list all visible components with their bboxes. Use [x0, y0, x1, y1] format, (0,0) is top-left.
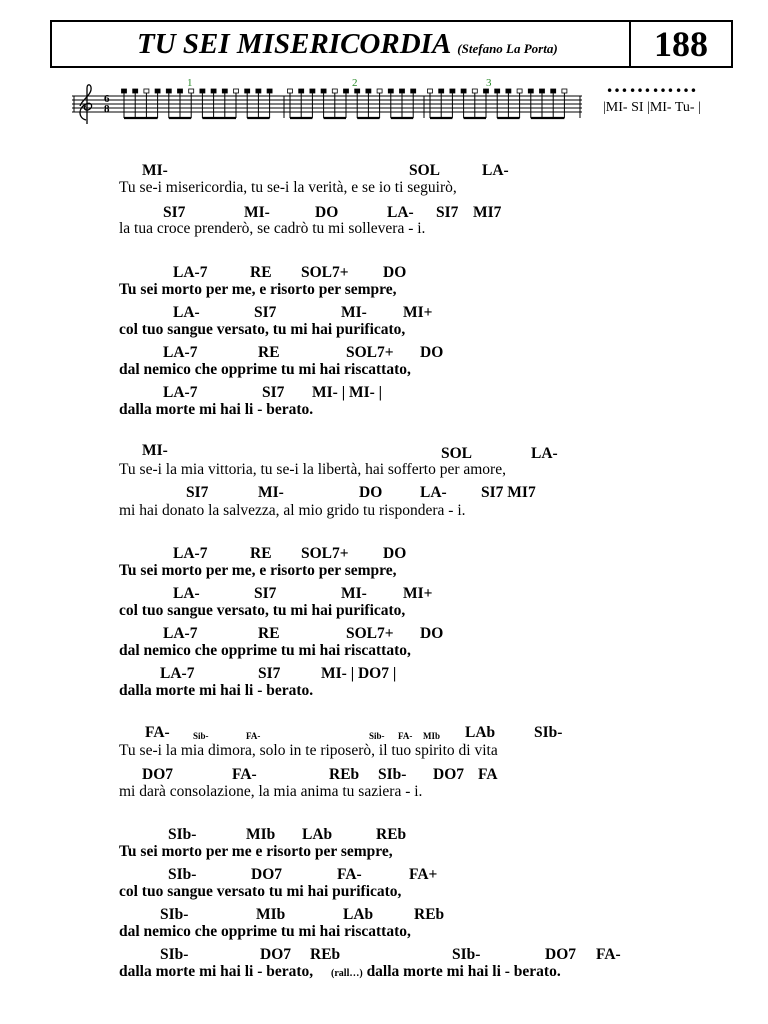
rhythm-slash-note: [332, 89, 337, 93]
chord: MI7: [473, 204, 502, 221]
chord: FA-: [596, 946, 621, 963]
chord: DO: [420, 344, 444, 361]
rhythm-slash-note: [310, 89, 315, 93]
chord: FA+: [409, 866, 438, 883]
chord: SI7: [163, 204, 186, 221]
chord: MI- | DO7 |: [321, 665, 397, 682]
rhythm-slash-note: [484, 89, 489, 93]
chord: MI-: [258, 484, 284, 501]
lyric-line: Tu se-i misericordia, tu se-i la verità, e se io ti seguirò,: [119, 179, 457, 196]
chord: LA-: [173, 304, 200, 321]
chord: MI- | MI- |: [312, 384, 383, 401]
rhythm-slash-note: [540, 89, 545, 93]
chord: LA-7: [163, 344, 198, 361]
chord: MI+: [403, 585, 433, 602]
rhythm-slash-note: [506, 89, 511, 93]
rhythm-slash-note: [133, 89, 138, 93]
chord: LA-: [420, 484, 447, 501]
chord: SIb-: [534, 724, 563, 741]
lyric-line: dal nemico che opprime tu mi hai riscattato,: [119, 642, 411, 659]
chord: MIb: [256, 906, 286, 923]
lyric-line: Tu sei morto per me, e risorto per sempre,: [119, 281, 397, 298]
chord: SOL: [441, 445, 473, 462]
chord-small: Sib-: [369, 731, 385, 741]
chord: MI+: [403, 304, 433, 321]
lyric-line: la tua croce prenderò, se cadrò tu mi sollevera - i.: [119, 220, 426, 237]
lyric-line: col tuo sangue versato tu mi hai purificato,: [119, 883, 402, 900]
rhythm-slash-note: [288, 89, 293, 93]
chord: SOL7+: [346, 625, 394, 642]
rhythm-slash-note: [245, 89, 250, 93]
time-signature-top: 6: [104, 93, 110, 105]
chord: DO: [420, 625, 444, 642]
rhythm-slash-note: [256, 89, 261, 93]
rhythm-slash-note: [355, 89, 360, 93]
chord: MI-: [142, 442, 168, 459]
rall-marking: (rall…): [331, 968, 363, 979]
chord: SIb-: [452, 946, 481, 963]
lyric-line: Tu sei morto per me e risorto per sempre,: [119, 843, 393, 860]
rhythm-slash-note: [562, 89, 567, 93]
rhythm-slash-note: [189, 89, 194, 93]
rhythm-slash-note: [222, 89, 227, 93]
chord-small: MIb: [423, 731, 441, 741]
chord: SIb-: [160, 906, 189, 923]
chord: SOL7+: [301, 264, 349, 281]
rhythm-slash-note: [411, 89, 416, 93]
chord: SI7: [254, 304, 277, 321]
chord: SI7: [436, 204, 459, 221]
chord: LA-: [482, 162, 509, 179]
lyric-line: Tu se-i la mia dimora, solo in te riposerò, il tuo spirito di vita: [119, 742, 498, 759]
chord: SI7: [186, 484, 209, 501]
chord: DO: [359, 484, 383, 501]
lyric-line-final: [119, 964, 561, 980]
chord: SI7: [262, 384, 285, 401]
measure-number-1: 1: [187, 77, 193, 89]
lyric-line: dal nemico che opprime tu mi hai riscattato,: [119, 923, 411, 940]
rhythm-slash-note: [377, 89, 382, 93]
rhythm-slash-note: [344, 89, 349, 93]
measure-number-2: 2: [352, 77, 358, 89]
chord: FA-: [337, 866, 362, 883]
chord: MI-: [341, 304, 367, 321]
measure-number-3: 3: [486, 77, 492, 89]
rhythm-slash-note: [166, 89, 171, 93]
chord: FA-: [145, 724, 170, 741]
chord: RE: [250, 264, 272, 281]
chord: RE: [258, 625, 280, 642]
chord: REb: [329, 766, 360, 783]
lyric-line: mi hai donato la salvezza, al mio grido tu rispondera - i.: [119, 502, 466, 519]
chord: LA-7: [173, 545, 208, 562]
chord: SIb-: [168, 866, 197, 883]
chord: DO7: [260, 946, 291, 963]
lyric-part: dalla morte mi hai li - berato,: [119, 963, 314, 980]
chord: REb: [310, 946, 341, 963]
chord: LA-7: [173, 264, 208, 281]
chord: SOL7+: [346, 344, 394, 361]
rhythm-slash-note: [299, 89, 304, 93]
chord: SOL: [409, 162, 441, 179]
music-staff: [72, 74, 592, 134]
lyric-line: dal nemico che opprime tu mi hai riscattato,: [119, 361, 411, 378]
chord: MI-: [341, 585, 367, 602]
chord: LAb: [465, 724, 496, 741]
chord: SIb-: [168, 826, 197, 843]
lyric-part: dalla morte mi hai li - berato.: [366, 963, 561, 980]
rhythm-slash-note: [321, 89, 326, 93]
song-number: 188: [629, 22, 731, 66]
song-title: TU SEI MISERICORDIA: [137, 28, 452, 60]
chord: RE: [250, 545, 272, 562]
chord: MI-: [142, 162, 168, 179]
chord: LAb: [343, 906, 374, 923]
song-author: (Stefano La Porta): [457, 41, 558, 56]
rhythm-slash-note: [144, 89, 149, 93]
rhythm-slash-note: [211, 89, 216, 93]
time-signature-bottom: 8: [104, 103, 110, 115]
chord: SOL7+: [301, 545, 349, 562]
rhythm-slash-note: [495, 89, 500, 93]
chord: SIb-: [378, 766, 407, 783]
rhythm-slash-note: [178, 89, 183, 93]
chord: LA-: [173, 585, 200, 602]
lyric-line: col tuo sangue versato, tu mi hai purificato,: [119, 602, 406, 619]
chord: MI-: [244, 204, 270, 221]
title-box: [50, 20, 733, 68]
chord: SIb-: [160, 946, 189, 963]
rhythm-slash-note: [155, 89, 160, 93]
staff-chord-text: |MI- SI |MI- Tu- |: [603, 100, 701, 115]
chord: DO7: [142, 766, 173, 783]
chord: DO7: [433, 766, 464, 783]
chord: DO7: [251, 866, 282, 883]
chord: LAb: [302, 826, 333, 843]
chord: DO: [315, 204, 339, 221]
lyric-line: Tu sei morto per me, e risorto per sempre,: [119, 562, 397, 579]
rhythm-slash-note: [267, 89, 272, 93]
rhythm-slash-note: [450, 89, 455, 93]
rhythm-slash-note: [461, 89, 466, 93]
chord: LA-: [387, 204, 414, 221]
chord: FA-: [232, 766, 257, 783]
chord: SI7 MI7: [481, 484, 536, 501]
chord: RE: [258, 344, 280, 361]
rhythm-slash-note: [517, 89, 522, 93]
rhythm-slash-note: [472, 89, 477, 93]
chord: DO: [383, 264, 407, 281]
rhythm-slash-note: [234, 89, 239, 93]
lyric-line: mi darà consolazione, la mia anima tu saziera - i.: [119, 783, 423, 800]
chord-small: Sib-: [193, 731, 209, 741]
chord: FA: [478, 766, 498, 783]
song-title-row: [137, 28, 558, 61]
staff-dots: …………: [606, 72, 698, 97]
chord: MIb: [246, 826, 276, 843]
rhythm-slash-note: [528, 89, 533, 93]
chord: SI7: [254, 585, 277, 602]
rhythm-slash-note: [400, 89, 405, 93]
rhythm-slash-note: [200, 89, 205, 93]
lyric-line: dalla morte mi hai li - berato.: [119, 401, 314, 418]
chord: REb: [376, 826, 407, 843]
rhythm-slash-note: [439, 89, 444, 93]
chord-small: FA-: [246, 731, 261, 741]
chord: LA-7: [160, 665, 195, 682]
chord: DO7: [545, 946, 576, 963]
lyric-line: Tu se-i la mia vittoria, tu se-i la libertà, hai sofferto per amore,: [119, 461, 506, 478]
chord: LA-7: [163, 625, 198, 642]
chord: DO: [383, 545, 407, 562]
chord: LA-7: [163, 384, 198, 401]
lyric-line: dalla morte mi hai li - berato.: [119, 682, 314, 699]
rhythm-slash-note: [428, 89, 433, 93]
rhythm-slash-note: [388, 89, 393, 93]
rhythm-slash-note: [122, 89, 127, 93]
chord: LA-: [531, 445, 558, 462]
rhythm-slash-note: [366, 89, 371, 93]
chord-small: FA-: [398, 731, 413, 741]
chord: REb: [414, 906, 445, 923]
rhythm-slash-note: [551, 89, 556, 93]
chord: SI7: [258, 665, 281, 682]
lyric-line: col tuo sangue versato, tu mi hai purificato,: [119, 321, 406, 338]
